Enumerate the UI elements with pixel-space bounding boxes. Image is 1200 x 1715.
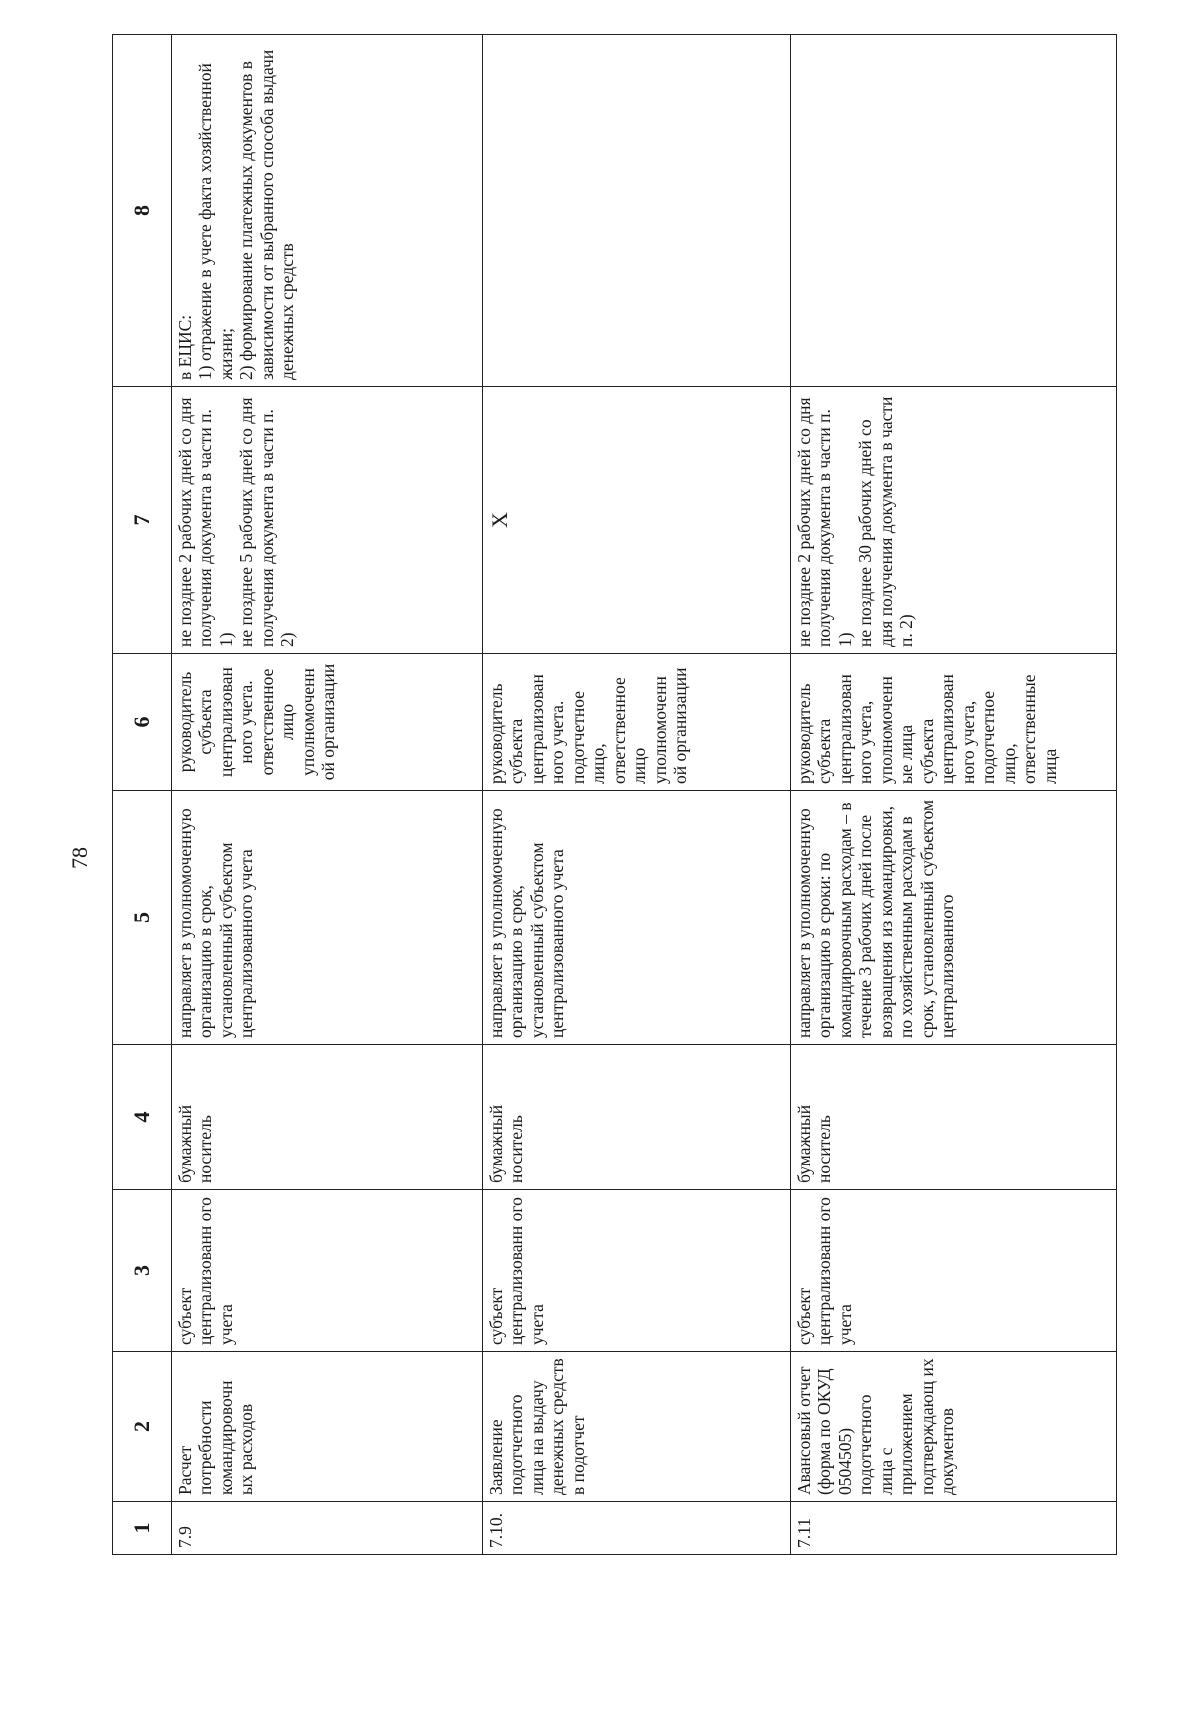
document-name-cell: Заявление подотчетного лица на выдачу денежных средств в подотчет — [483, 1352, 791, 1502]
page-number: 78 — [67, 847, 92, 869]
header-col-7: 7 — [113, 387, 172, 654]
table-row — [483, 35, 791, 1555]
responsible-cell: руководитель субъекта централизован ного учета. подотчетное лицо, ответственное лицо уполномоченн ой организации — [483, 654, 791, 791]
document-name-cell: Расчет потребности командировочн ых расходов — [172, 1352, 483, 1502]
action-cell: направляет в уполномоченную организацию в срок, установленный субъектом централизованного учета — [483, 791, 791, 1045]
header-col-8: 8 — [113, 35, 172, 387]
deadline-cell: не позднее 2 рабочих дней со дня получения документа в части п. 1) не позднее 5 рабочих дней со дня получения документа в части п. 2) — [172, 387, 483, 654]
originator-cell: субъект централизованн ого учета — [172, 1190, 483, 1352]
row-number: 7.11 — [791, 1502, 1117, 1555]
header-col-5: 5 — [113, 791, 172, 1045]
responsible-cell: руководитель субъекта централизован ного учета, уполномоченн ые лица субъекта централизован ного учета, подотчетное лицо, ответственные лица — [791, 654, 1117, 791]
header-row — [113, 35, 172, 1555]
header-col-1: 1 — [113, 1502, 172, 1555]
responsible-cell: руководитель субъекта централизован ного учета. ответственное лицо уполномоченн ой организации — [172, 654, 483, 791]
document-name-cell: Авансовый отчет (форма по ОКУД 0504505) подотчетного лица с приложением подтверждающ их документов — [791, 1352, 1117, 1502]
row-number: 7.10. — [483, 1502, 791, 1555]
medium-cell: бумажный носитель — [483, 1045, 791, 1190]
medium-cell: бумажный носитель — [172, 1045, 483, 1190]
processing-cell: в ЕЦИС: 1) отражение в учете факта хозяйственной жизни; 2) формирование платежных документов в зависимости от выбранного способа выдачи денежных средств — [172, 35, 483, 387]
header-col-4: 4 — [113, 1045, 172, 1190]
processing-cell — [791, 35, 1117, 387]
medium-cell: бумажный носитель — [791, 1045, 1117, 1190]
header-col-6: 6 — [113, 654, 172, 791]
deadline-cell: X — [483, 387, 791, 654]
rotated-table-container — [112, 35, 1117, 1555]
processing-cell — [483, 35, 791, 387]
table-row — [172, 35, 483, 1555]
table-row — [791, 35, 1117, 1555]
header-col-3: 3 — [113, 1190, 172, 1352]
deadline-cell: не позднее 2 рабочих дней со дня получения документа в части п. 1) не позднее 30 рабочих дней со дня получения документа в части п. 2) — [791, 387, 1117, 654]
originator-cell: субъект централизованн ого учета — [483, 1190, 791, 1352]
header-col-2: 2 — [113, 1352, 172, 1502]
action-cell: направляет в уполномоченную организацию в срок, установленный субъектом централизованного учета — [172, 791, 483, 1045]
document-table — [112, 34, 1117, 1555]
action-cell: направляет в уполномоченную организацию в сроки: по командировочным расходам – в течение 3 рабочих дней после возвращения из командировки, по хозяйственным расходам в срок, установленный субъектом централизованного — [791, 791, 1117, 1045]
row-number: 7.9 — [172, 1502, 483, 1555]
originator-cell: субъект централизованн ого учета — [791, 1190, 1117, 1352]
